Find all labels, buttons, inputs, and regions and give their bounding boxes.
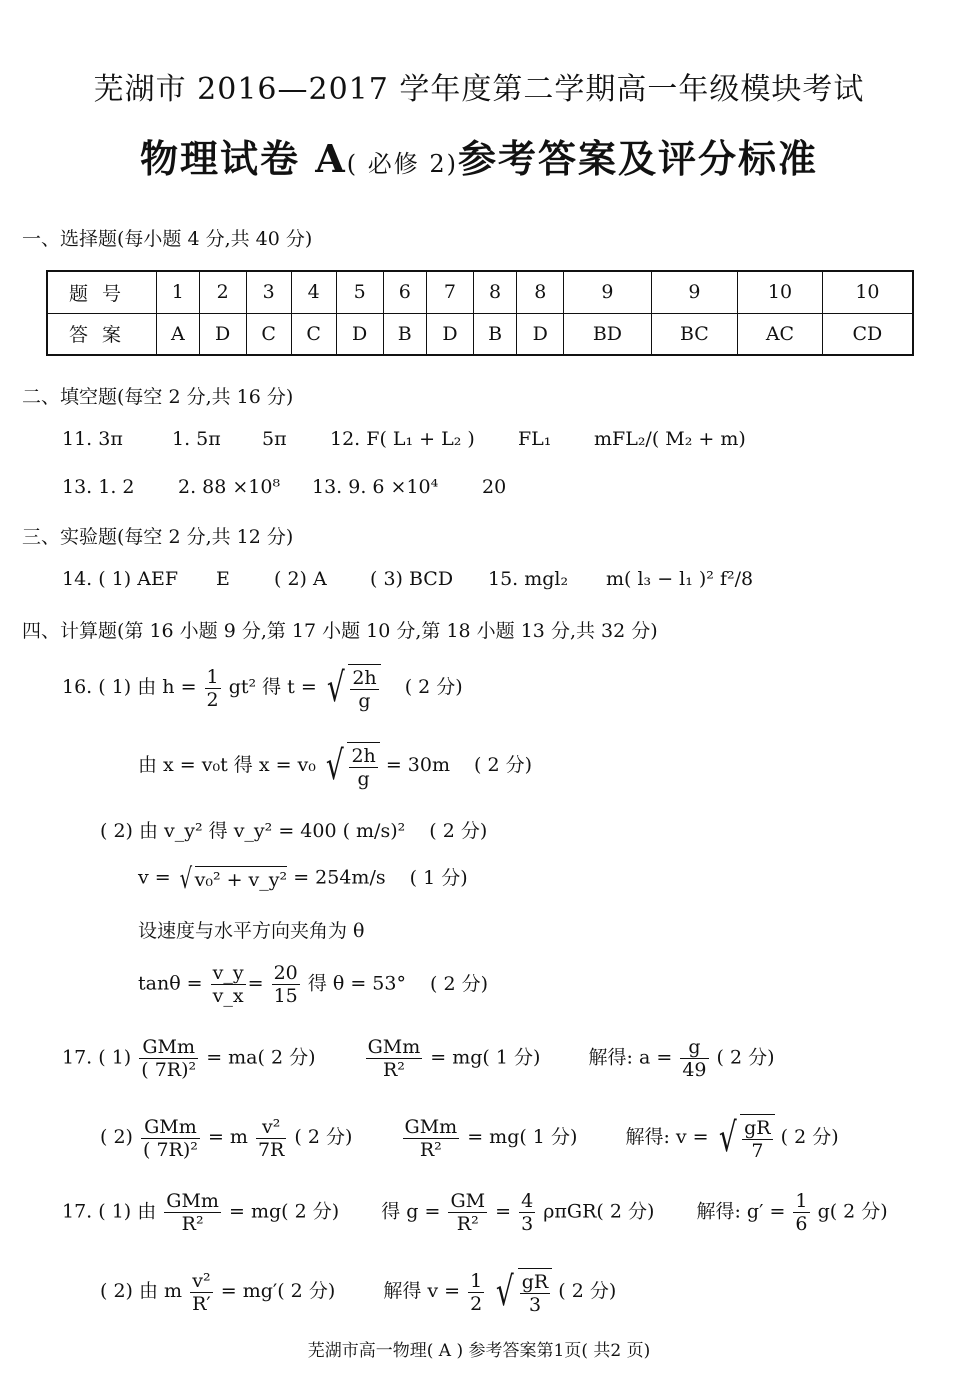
eq-text: 解得: a = xyxy=(588,1046,673,1069)
eq-text: ( 2 分) xyxy=(558,1280,617,1302)
eq-text: ( 2 分) xyxy=(294,1126,353,1148)
page-footer: 芜湖市高一物理( A ) 参考答案第1页( 共2 页) xyxy=(307,1341,651,1361)
eq-text: 由 x = v₀t 得 x = v₀ xyxy=(138,754,316,776)
answer-item: 1. 5π xyxy=(172,428,221,450)
fraction: $\frac{\text{v²}}{R'}$ xyxy=(192,1269,211,1315)
eq-text: ( 2) xyxy=(100,1126,133,1148)
fraction: $\frac{1}{2}$ xyxy=(206,665,219,711)
eq-text: gt² 得 t = xyxy=(228,676,317,698)
section-1-heading: 一、选择题(每小题 4 分,共 40 分) xyxy=(22,228,313,250)
equation-line xyxy=(138,742,532,790)
fraction: $\frac{\text{GMm}}{\text{( 7R)²}}$ xyxy=(143,1115,198,1161)
eq-text: = xyxy=(495,1200,512,1223)
question-number-cell: 5 xyxy=(336,271,383,313)
eq-text: = 254m/s xyxy=(293,866,386,889)
eq-text: ( 2 分) xyxy=(716,1046,775,1069)
section-2-heading: 二、填空题(每空 2 分,共 16 分) xyxy=(22,386,294,408)
eq-text: = m xyxy=(207,1126,248,1148)
question-number-cell: 8 xyxy=(517,271,564,313)
fraction: $\frac{\text{v²}}{7R}$ xyxy=(257,1115,285,1161)
answer-cell: CD xyxy=(822,313,913,355)
equation-line xyxy=(100,1268,616,1316)
equation-line xyxy=(62,664,463,712)
sqrt: √ v₀² + v_y² xyxy=(179,862,288,895)
eq-text: = mg( 1 分) xyxy=(467,1126,578,1148)
answer-item: 13. 1. 2 xyxy=(62,476,135,498)
fraction: $\frac{\text{GMm}}{\text{R²}}$ xyxy=(367,1036,421,1081)
eq-text: = mg′( 2 分) xyxy=(220,1280,336,1302)
score: ( 2 分) xyxy=(404,676,463,698)
answer-item: m( l₃ − l₁ )² f²/8 xyxy=(606,568,754,590)
answer-cell: AC xyxy=(738,313,823,355)
eq-text: 得 θ = 53° xyxy=(307,972,406,995)
answer-table xyxy=(46,270,914,356)
fraction: $\frac{v\_y}{v\_x}$ xyxy=(212,962,244,1007)
answer-item: mFL₂/( M₂ + m) xyxy=(594,428,746,450)
equation-line xyxy=(100,816,487,843)
fraction: $\frac{g}{49}$ xyxy=(682,1036,707,1081)
eq-text: = mg( 1 分) xyxy=(430,1046,541,1069)
score: ( 2 分) xyxy=(430,972,489,995)
answer-item: 2. 88 ×10⁸ xyxy=(178,476,281,498)
sqrt: √ $\frac{2h}{g}$ xyxy=(323,664,381,712)
question-number-cell: 10 xyxy=(822,271,913,313)
answer-cell: A xyxy=(157,313,200,355)
equation-line xyxy=(62,1190,888,1235)
question-number-cell: 9 xyxy=(564,271,651,313)
answer-item: 12. F( L₁ + L₂ ) xyxy=(330,428,475,450)
eq-text: v = xyxy=(138,866,171,889)
answer-cell: B xyxy=(383,313,426,355)
score: ( 2 分) xyxy=(429,820,488,842)
question-number-cell: 7 xyxy=(426,271,473,313)
fraction: $\frac{\text{GMm}}{\text{R²}}$ xyxy=(166,1190,219,1235)
question-number-cell: 6 xyxy=(383,271,426,313)
section-4-heading: 四、计算题(第 16 小题 9 分,第 17 小题 10 分,第 18 小题 13 分,共 32 分) xyxy=(22,620,658,642)
score: ( 1 分) xyxy=(409,866,468,889)
answer-cell: BD xyxy=(564,313,651,355)
equation-line xyxy=(138,862,468,895)
fraction: $\frac{1}{6}$ xyxy=(795,1190,808,1235)
equation-line xyxy=(62,1036,775,1081)
answer-item: FL₁ xyxy=(518,428,552,450)
equation-line xyxy=(100,1114,839,1162)
question-number-cell: 3 xyxy=(246,271,291,313)
answer-cell: D xyxy=(199,313,246,355)
eq-text: 解得: g′ = xyxy=(696,1200,786,1223)
eq-text: tanθ = xyxy=(138,972,203,995)
eq-text: ( 2 分) xyxy=(780,1126,839,1148)
answer-item: E xyxy=(216,568,230,590)
answer-cell: D xyxy=(336,313,383,355)
answer-item: ( 2) A xyxy=(274,568,327,590)
answer-item: 20 xyxy=(482,476,507,498)
eq-text: = ma( 2 分) xyxy=(206,1046,316,1069)
question-number-cell: 4 xyxy=(291,271,336,313)
score: ( 2 分) xyxy=(474,754,533,776)
title-small: ( 必修 2) xyxy=(346,150,458,178)
answer-item: ( 3) BCD xyxy=(370,568,454,590)
answer-item: 11. 3π xyxy=(62,428,123,450)
question-number-cell: 9 xyxy=(651,271,737,313)
eq-text: ρπGR( 2 分) xyxy=(543,1200,655,1223)
sqrt: √ $\frac{gR}{7}$ xyxy=(715,1114,775,1162)
answer-item: 13. 9. 6 ×10⁴ xyxy=(312,476,439,498)
question-number-cell: 2 xyxy=(199,271,246,313)
answer-cell: C xyxy=(246,313,291,355)
table-row xyxy=(47,271,913,313)
answer-cell: B xyxy=(473,313,516,355)
answer-cell: C xyxy=(291,313,336,355)
eq-text: 解得 v = xyxy=(383,1280,461,1302)
question-number-cell: 1 xyxy=(157,271,200,313)
answer-item: 15. mgl₂ xyxy=(488,568,569,590)
question-number-cell: 8 xyxy=(473,271,516,313)
eq-text: 16. ( 1) 由 h = xyxy=(62,676,197,698)
answer-cell: D xyxy=(426,313,473,355)
eq-text: 17. ( 1) xyxy=(62,1046,132,1069)
equation-line: 设速度与水平方向夹角为 θ xyxy=(138,920,365,942)
table-row xyxy=(47,313,913,355)
eq-text: 得 g = xyxy=(381,1200,441,1223)
section-3-heading: 三、实验题(每空 2 分,共 12 分) xyxy=(22,526,294,548)
eq-text: ( 2) 由 m xyxy=(100,1280,183,1302)
document-title xyxy=(0,128,958,183)
eq-text: 17. ( 1) 由 xyxy=(62,1200,157,1223)
eq-text: ( 2) 由 v_y² 得 v_y² = 400 ( m/s)² xyxy=(100,820,406,842)
eq-text: = 30m xyxy=(385,754,450,776)
fraction: $\frac{\text{GMm}}{\text{R²}}$ xyxy=(404,1115,458,1161)
equation-line: tanθ = $\frac{v\_y}{v\_x}$ = $\frac{20}{15}$ 得 θ = 53° ( 2 分) xyxy=(138,962,489,1007)
answer-item: 14. ( 1) AEF xyxy=(62,568,179,590)
eq-text: 解得: v = xyxy=(625,1126,709,1148)
row-label: 答案 xyxy=(47,313,157,355)
row-label: 题号 xyxy=(47,271,157,313)
sqrt: √ $\frac{2h}{g}$ xyxy=(322,742,380,790)
fraction: $\frac{GM}{\text{R²}}$ xyxy=(450,1190,486,1235)
eq-text: = mg( 2 分) xyxy=(229,1200,340,1223)
answer-cell: BC xyxy=(651,313,737,355)
answer-item: 5π xyxy=(262,428,287,450)
sqrt: √ $\frac{gR}{3}$ xyxy=(492,1268,552,1316)
question-number-cell: 10 xyxy=(738,271,823,313)
fraction: $\frac{\text{GMm}}{\text{( 7R)²}}$ xyxy=(141,1036,197,1081)
fraction: $\frac{4}{3}$ xyxy=(521,1190,534,1235)
title-rest: 参考答案及评分标准 xyxy=(457,136,818,181)
answer-cell: D xyxy=(517,313,564,355)
fraction: $\frac{20}{15}$ xyxy=(273,962,298,1007)
exam-title: 芜湖市 2016—2017 学年度第二学期高一年级模块考试 xyxy=(93,72,865,107)
fraction: $\frac{1}{2}$ xyxy=(470,1269,483,1315)
title-main: 物理试卷 A xyxy=(140,136,347,181)
eq-text: g( 2 分) xyxy=(817,1200,888,1223)
